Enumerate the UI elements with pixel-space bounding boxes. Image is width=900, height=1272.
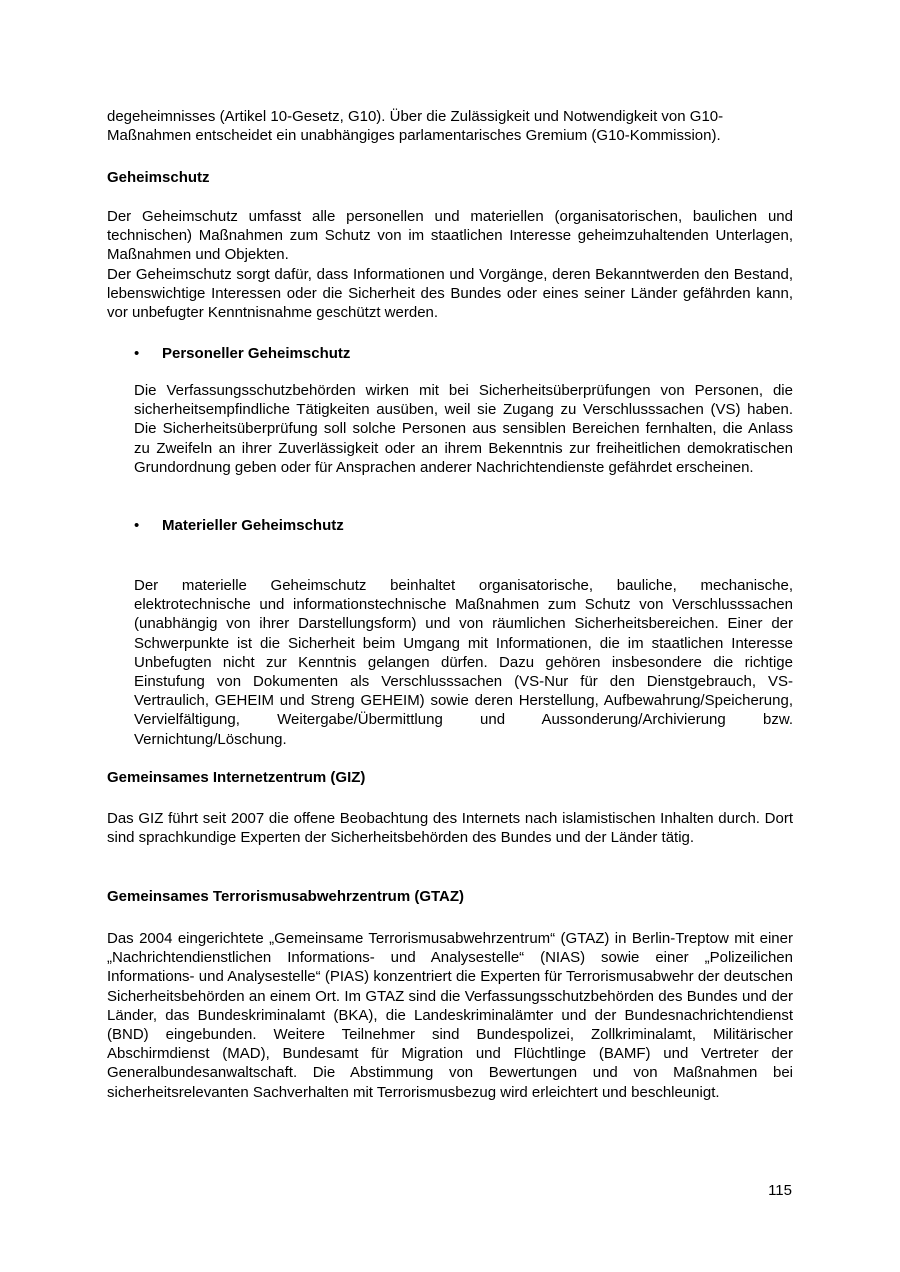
geheimschutz-heading: Geheimschutz [107,169,210,186]
intro-line: degeheimnisses (Artikel 10-Gesetz, G10). Über die Zulässigkeit und Notwendigkeit von G10- [107,108,724,125]
intro-line: Maßnahmen entscheidet ein unabhängiges parlamentarisches Gremium (G10-Kommission). [107,127,721,145]
giz-paragraph: Das GIZ führt seit 2007 die offene Beobachtung des Internets nach islamistischen Inhalten durch. Dort sind sprachkundige Experten der Sicherheitsbehörden des Bundes und der Länder tätig. [107,810,793,847]
geheimschutz-paragraph-2: Der Geheimschutz sorgt dafür, dass Informationen und Vorgänge, deren Bekanntwerden den Bestand, lebenswichtige Interessen oder die Sicherheit des Bundes oder eines seiner Länder gefährden kann, vor unbefugter Kenntnisnahme geschützt werden. [107,266,793,322]
materieller-heading: Materieller Geheimschutz [162,517,344,534]
bullet-marker: • [134,345,140,362]
materieller-paragraph: Der materielle Geheimschutz beinhaltet organisatorische, bauliche, mechanische, elektrotechnische und informationstechnische Maßnahmen zum Schutz von Verschlusssachen (unabhängig von ihrer Darstellungsform) und von räumlichen Sicherheitsbereichen. Einer der Schwerpunkte ist die Sicherheit beim Umgang mit Informationen, die im staatlichen Interesse Unbefugten nicht zur Kenntnis gelangen dürfen. Dazu gehören insbesondere die richtige Einstufung von Dokumenten als Verschlusssachen (VS-Nur für den Dienstgebrauch, VS-Vertraulich, GEHEIM und Streng GEHEIM) sowie deren Herstellung, Aufbewahrung/Speicherung, Vervielfältigung, Weitergabe/Übermittlung und Aussonderung/Archivierung bzw. Vernichtung/Löschung. [134,577,793,748]
gtaz-paragraph: Das 2004 eingerichtete „Gemeinsame Terrorismusabwehrzentrum“ (GTAZ) in Berlin-Treptow mit einer „Nachrichtendienstlichen Informations- und Analysestelle“ (NIAS) sowie einer „Polizeilichen Informations- und Analysestelle“ (PIAS) konzentriert die Experten für Terrorismusabwehr der deutschen Sicherheitsbehörden an einem Ort. Im GTAZ sind die Verfassungsschutzbehörden des Bundes und der Länder, das Bundeskriminalamt (BKA), die Landeskriminalämter und der Bundesnachrichtendienst (BND) eingebunden. Weitere Teilnehmer sind Bundespolizei, Zollkriminalamt, Militärischer Abschirmdienst (MAD), Bundesamt für Migration und Flüchtlinge (BAMF) und Vertreter der Generalbundesanwaltschaft. Die Abstimmung von Bewertungen und von Maßnahmen bei sicherheitsrelevanten Sachverhalten mit Terrorismusbezug wird erleichtert und beschleunigt. [107,930,793,1101]
intro-paragraph [107,107,793,145]
page-number: 115 [768,1182,792,1199]
giz-heading: Gemeinsames Internetzentrum (GIZ) [107,769,366,786]
personeller-heading: Personeller Geheimschutz [162,345,351,362]
bullet-marker: • [134,517,140,534]
gtaz-heading: Gemeinsames Terrorismusabwehrzentrum (GTAZ) [107,888,465,905]
personeller-paragraph: Die Verfassungsschutzbehörden wirken mit bei Sicherheitsüberprüfungen von Personen, die sicherheitsempfindliche Tätigkeiten ausüben, weil sie Zugang zu Verschlusssachen (VS) haben. Die Sicherheitsüberprüfung soll solche Personen aus sensiblen Bereichen fernhalten, die Anlass zu Zweifeln an ihrer Zuverlässigkeit oder an ihrem Bekenntnis zur freiheitlichen demokratischen Grundordnung geben oder für Ansprachen anderer Nachrichtendienste gefährdet erscheinen. [134,382,793,476]
geheimschutz-paragraph-1: Der Geheimschutz umfasst alle personellen und materiellen (organisatorischen, baulichen und technischen) Maßnahmen zum Schutz von im staatlichen Interesse geheimzuhaltenden Unterlagen, Maßnahmen und Objekten. [107,208,793,264]
